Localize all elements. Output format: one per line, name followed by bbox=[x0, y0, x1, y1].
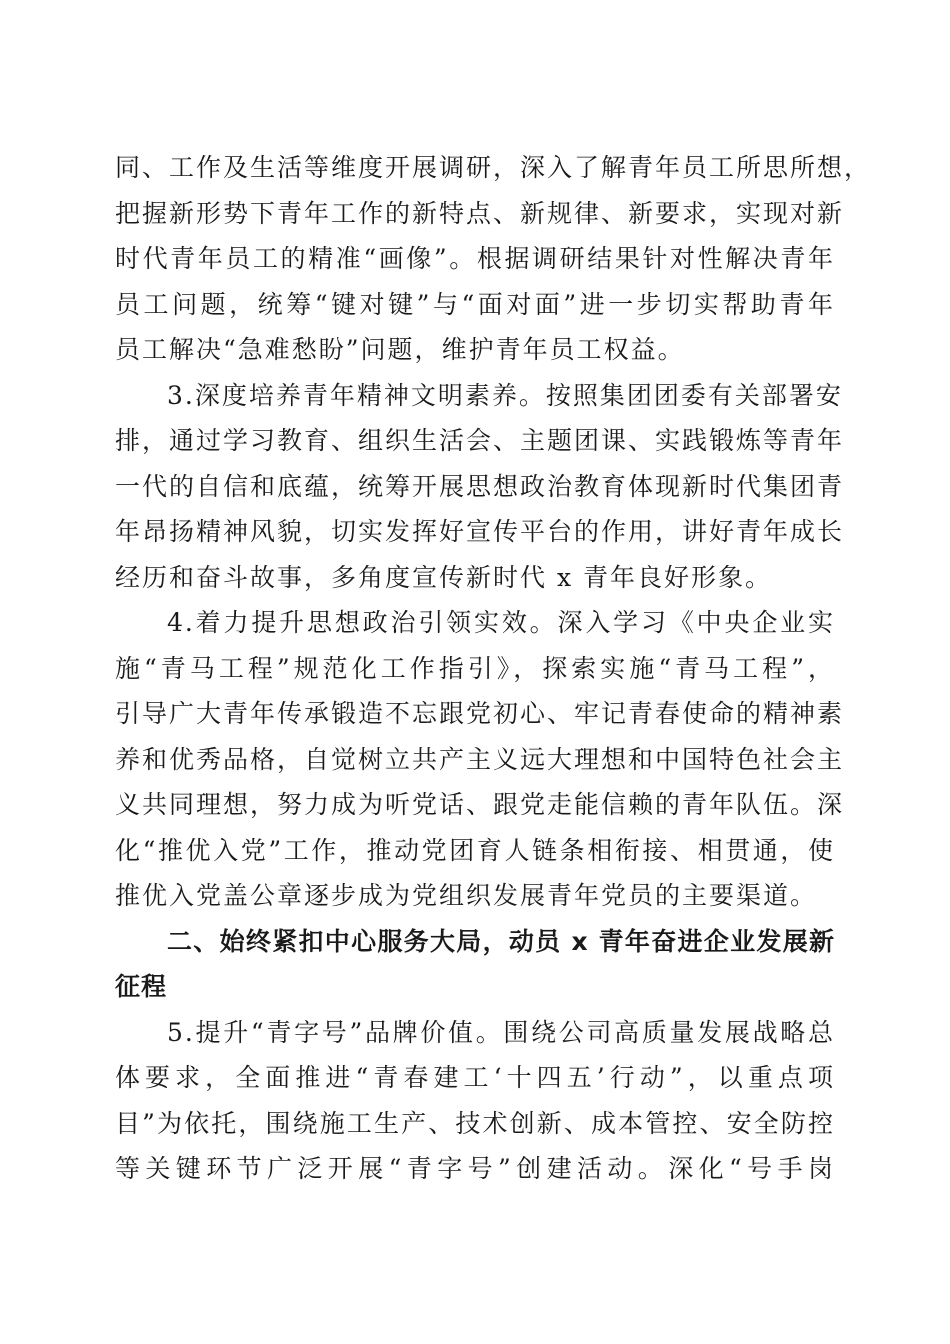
text-line: 等关键环节广泛开展“青字号”创建活动。深化“号手岗 bbox=[115, 1154, 835, 1183]
text-line: 施“青马工程”规范化工作指引》，探索实施“青马工程”， bbox=[115, 653, 835, 683]
text-line: 4.着力提升思想政治引领实效。深入学习《中央企业实 bbox=[167, 608, 835, 637]
text-line: 一代的自信和底蕴，统筹开展思想政治教育体现新时代集团青 bbox=[115, 471, 845, 501]
text-line: 推优入党盖公章逐步成为党组织发展青年党员的主要渠道。 bbox=[115, 881, 818, 910]
text-line: 目”为依托，围绕施工生产、技术创新、成本管控、安全防控 bbox=[115, 1108, 835, 1138]
text-line: 3.深度培养青年精神文明素养。按照集团团委有关部署安 bbox=[167, 380, 843, 410]
text-line: 排，通过学习教育、组织生活会、主题团课、实践锻炼等青年 bbox=[115, 426, 845, 455]
text-line: 时代青年员工的精准“画像”。根据调研结果针对性解决青年 bbox=[115, 244, 835, 273]
section-heading: 二、始终紧扣中心服务大局，动员 x 青年奋进企业发展新 bbox=[167, 926, 835, 956]
text-line: 经历和奋斗故事，多角度宣传新时代 x 青年良好形象。 bbox=[115, 562, 772, 592]
document-body bbox=[115, 145, 872, 1192]
text-line: 体要求，全面推进“青春建工‘十四五’行动”，以重点项 bbox=[115, 1063, 835, 1092]
text-line: 化“推优入党”工作，推动党团育人链条相衔接、相贯通，使 bbox=[115, 835, 835, 865]
text-line: 同、工作及生活等维度开展调研，深入了解青年员工所思所想， bbox=[115, 153, 872, 182]
section-heading-continued: 征程 bbox=[115, 972, 168, 1001]
text-line: 员工解决“急难愁盼”问题，维护青年员工权益。 bbox=[115, 335, 685, 364]
text-line: 年昂扬精神风貌，切实发挥好宣传平台的作用，讲好青年成长 bbox=[115, 517, 845, 546]
text-line: 养和优秀品格，自觉树立共产主义远大理想和中国特色社会主 bbox=[115, 744, 845, 774]
text-line: 引导广大青年传承锻造不忘跟党初心、牢记青春使命的精神素 bbox=[115, 699, 845, 728]
text-line: 义共同理想，努力成为听党话、跟党走能信赖的青年队伍。深 bbox=[115, 790, 845, 819]
text-line: 员工问题，统筹“键对键”与“面对面”进一步切实帮助青年 bbox=[115, 289, 835, 319]
text-line: 5.提升“青字号”品牌价值。围绕公司高质量发展战略总 bbox=[167, 1017, 835, 1047]
text-line: 把握新形势下青年工作的新特点、新规律、新要求，实现对新 bbox=[115, 198, 845, 228]
